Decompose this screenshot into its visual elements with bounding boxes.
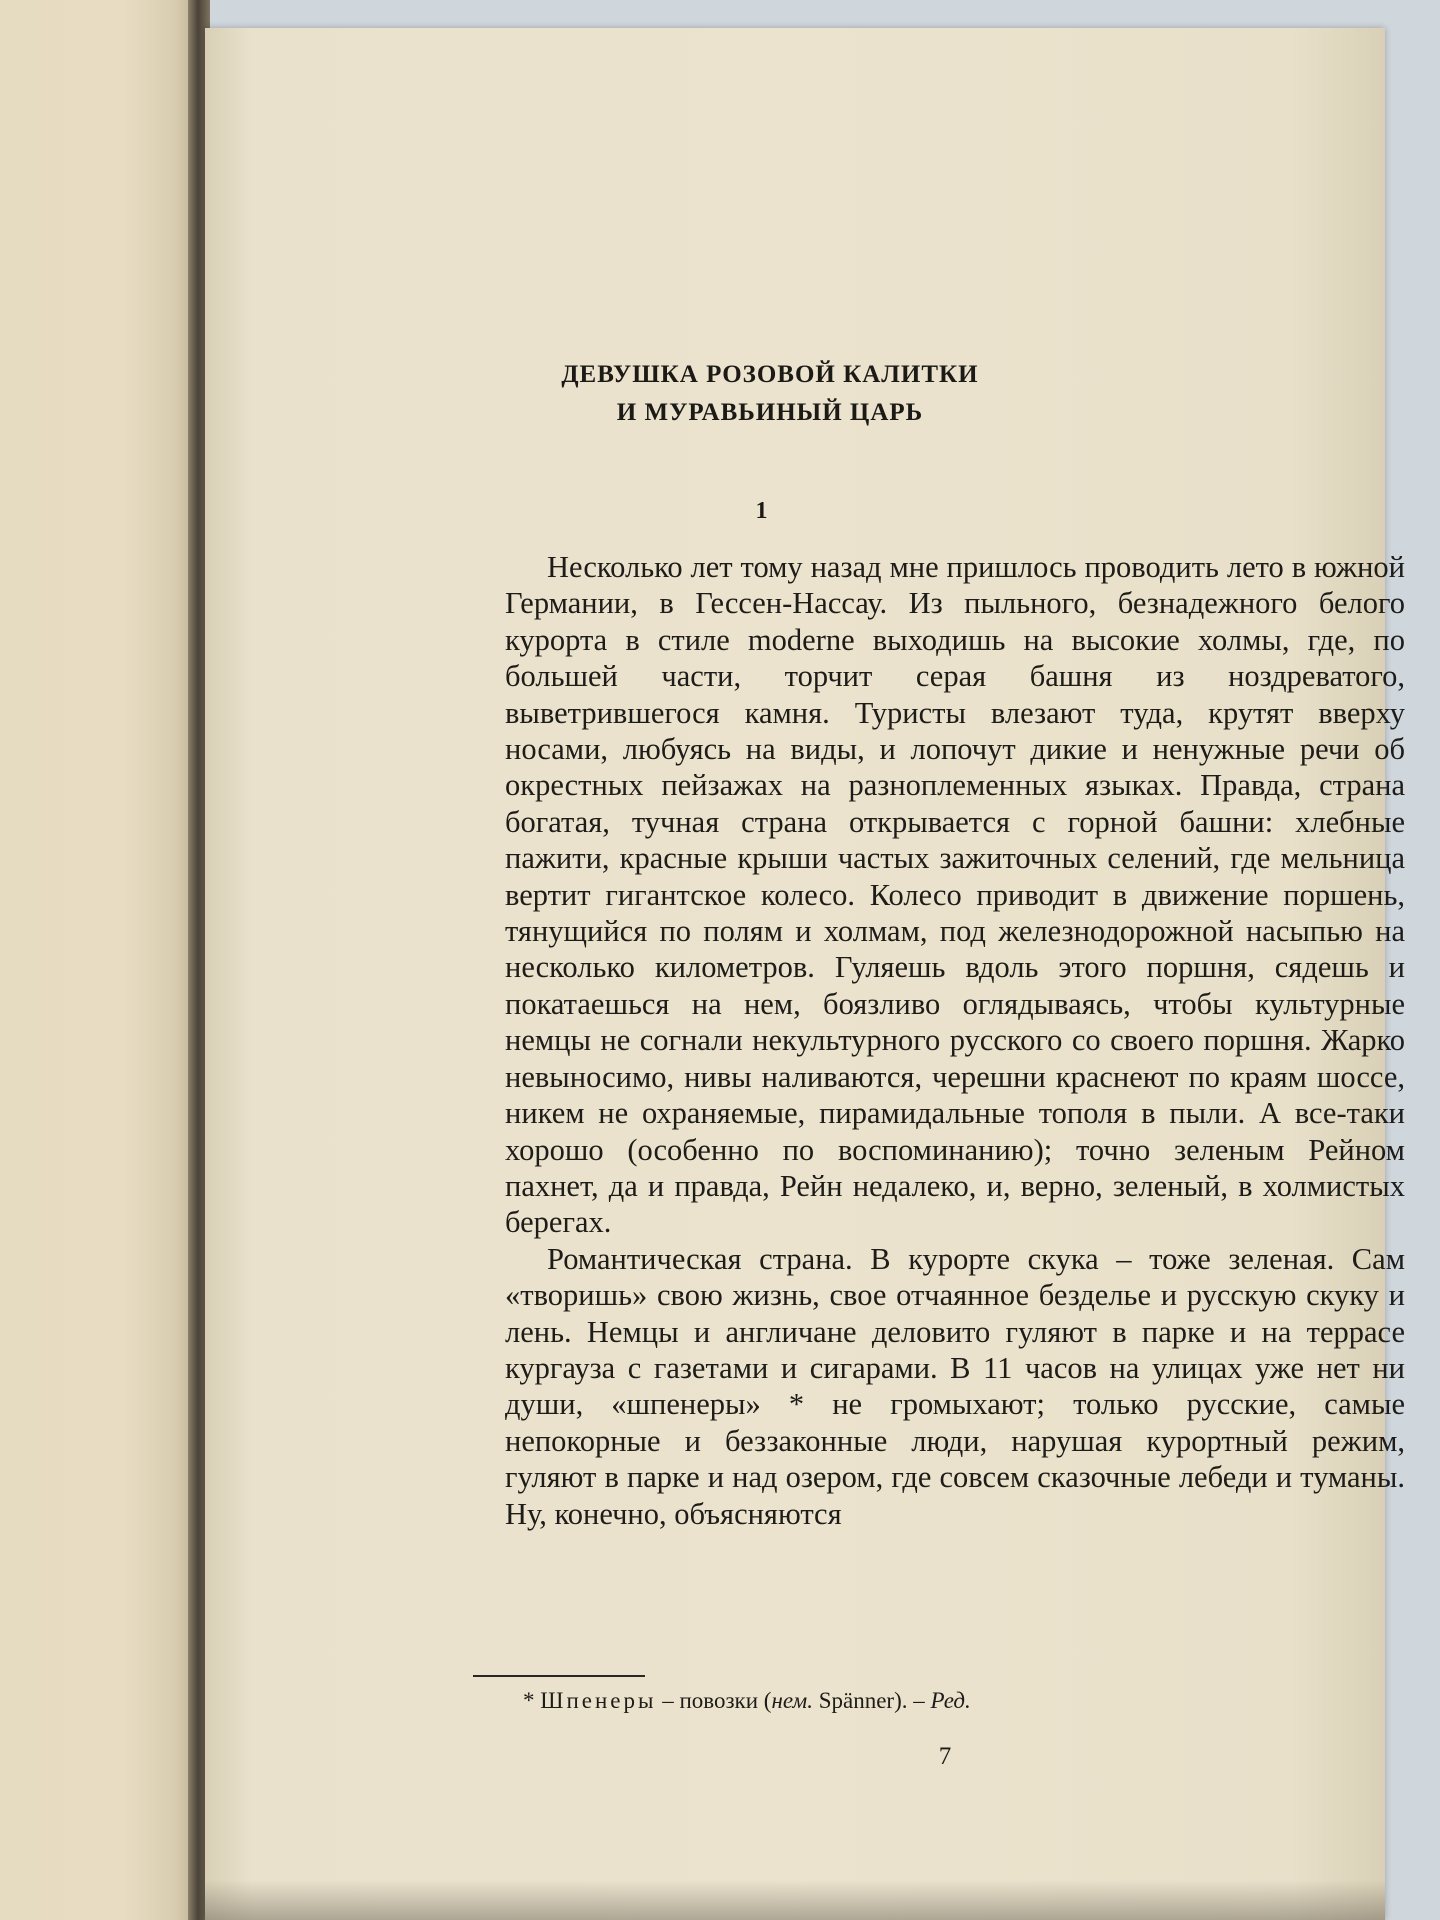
page-number: 7 — [938, 1743, 952, 1770]
paragraph-2: Романтическая страна. В курорте скука – тоже зеленая. Сам «творишь» свою жизнь, свое отчаянное безделье и русскую скуку и лень. Немцы и англичане деловито гуляют в парке и на террасе кургауза с газетами и сигарами. В 11 часов на улицах уже нет ни души, «шпенеры» * не громыхают; только русские, самые непокорные и беззаконные люди, нарушая курортный режим, гуляют в парке и над озером, где совсем сказочные лебеди и туманы. Ну, конечно, объясняются — [505, 1241, 1405, 1531]
paragraph-1: Несколько лет тому назад мне пришлось проводить лето в южной Германии, в Гессен-Нассау. Из пыльного, безнадежного белого курорта в стиле moderne выходишь на высокие холмы, где, по большей части, торчит серая башня из ноздреватого, выветрившегося камня. Туристы влезают туда, крутят вверху носами, любуясь на виды, и лопочут дикие и ненужные речи об окрестных пейзажах на разноплеменных языках. Правда, страна богатая, тучная страна открывается с горной башни: хлебные пажити, красные крыши частых зажиточных селений, где мельница вертит гигантское колесо. Колесо приводит в движение поршень, тянущийся по полям и холмам, под железнодорожной насыпью на несколько километров. Гуляешь вдоль этого поршня, сядешь и покатаешься на нем, боязливо оглядываясь, чтобы культурные немцы не согнали некультурного русского со своего поршня. Жарко невыносимо, нивы наливаются, черешни краснеют по краям шоссе, никем не охраняемые, пирамидальные тополя в пыли. А все-таки хорошо (особенно по воспоминанию); точно зеленым Рейном пахнет, да и правда, Рейн недалеко, и, верно, зеленый, в холмистых берегах. — [505, 550, 1405, 1240]
section-number: 1 — [755, 498, 768, 524]
footnote-paren-open: ( — [763, 1688, 772, 1713]
chapter-title-line-2: И МУРАВЬИНЫЙ ЦАРЬ — [616, 399, 924, 426]
footnote-editor-dash: – — [913, 1688, 925, 1713]
footnote-dash: – — [662, 1688, 674, 1713]
footnote-term: Шпенеры — [540, 1688, 657, 1713]
footnote-original-word: Spänner — [818, 1688, 895, 1713]
left-page-edge — [0, 0, 205, 1920]
footnote-editor: Ред. — [930, 1688, 971, 1713]
footnote-divider — [473, 1675, 645, 1677]
page-bottom-shadow — [205, 1880, 1385, 1920]
footnote-language: нем. — [771, 1688, 813, 1713]
footnote-marker: * — [523, 1688, 535, 1713]
footnote — [523, 1688, 971, 1714]
book-page — [205, 28, 1405, 1920]
body-text — [505, 549, 1405, 1532]
chapter-title-line-1: ДЕВУШКА РОЗОВОЙ КАЛИТКИ — [561, 361, 979, 388]
footnote-paren-close: ). — [894, 1688, 908, 1713]
footnote-translation: повозки — [679, 1688, 759, 1713]
